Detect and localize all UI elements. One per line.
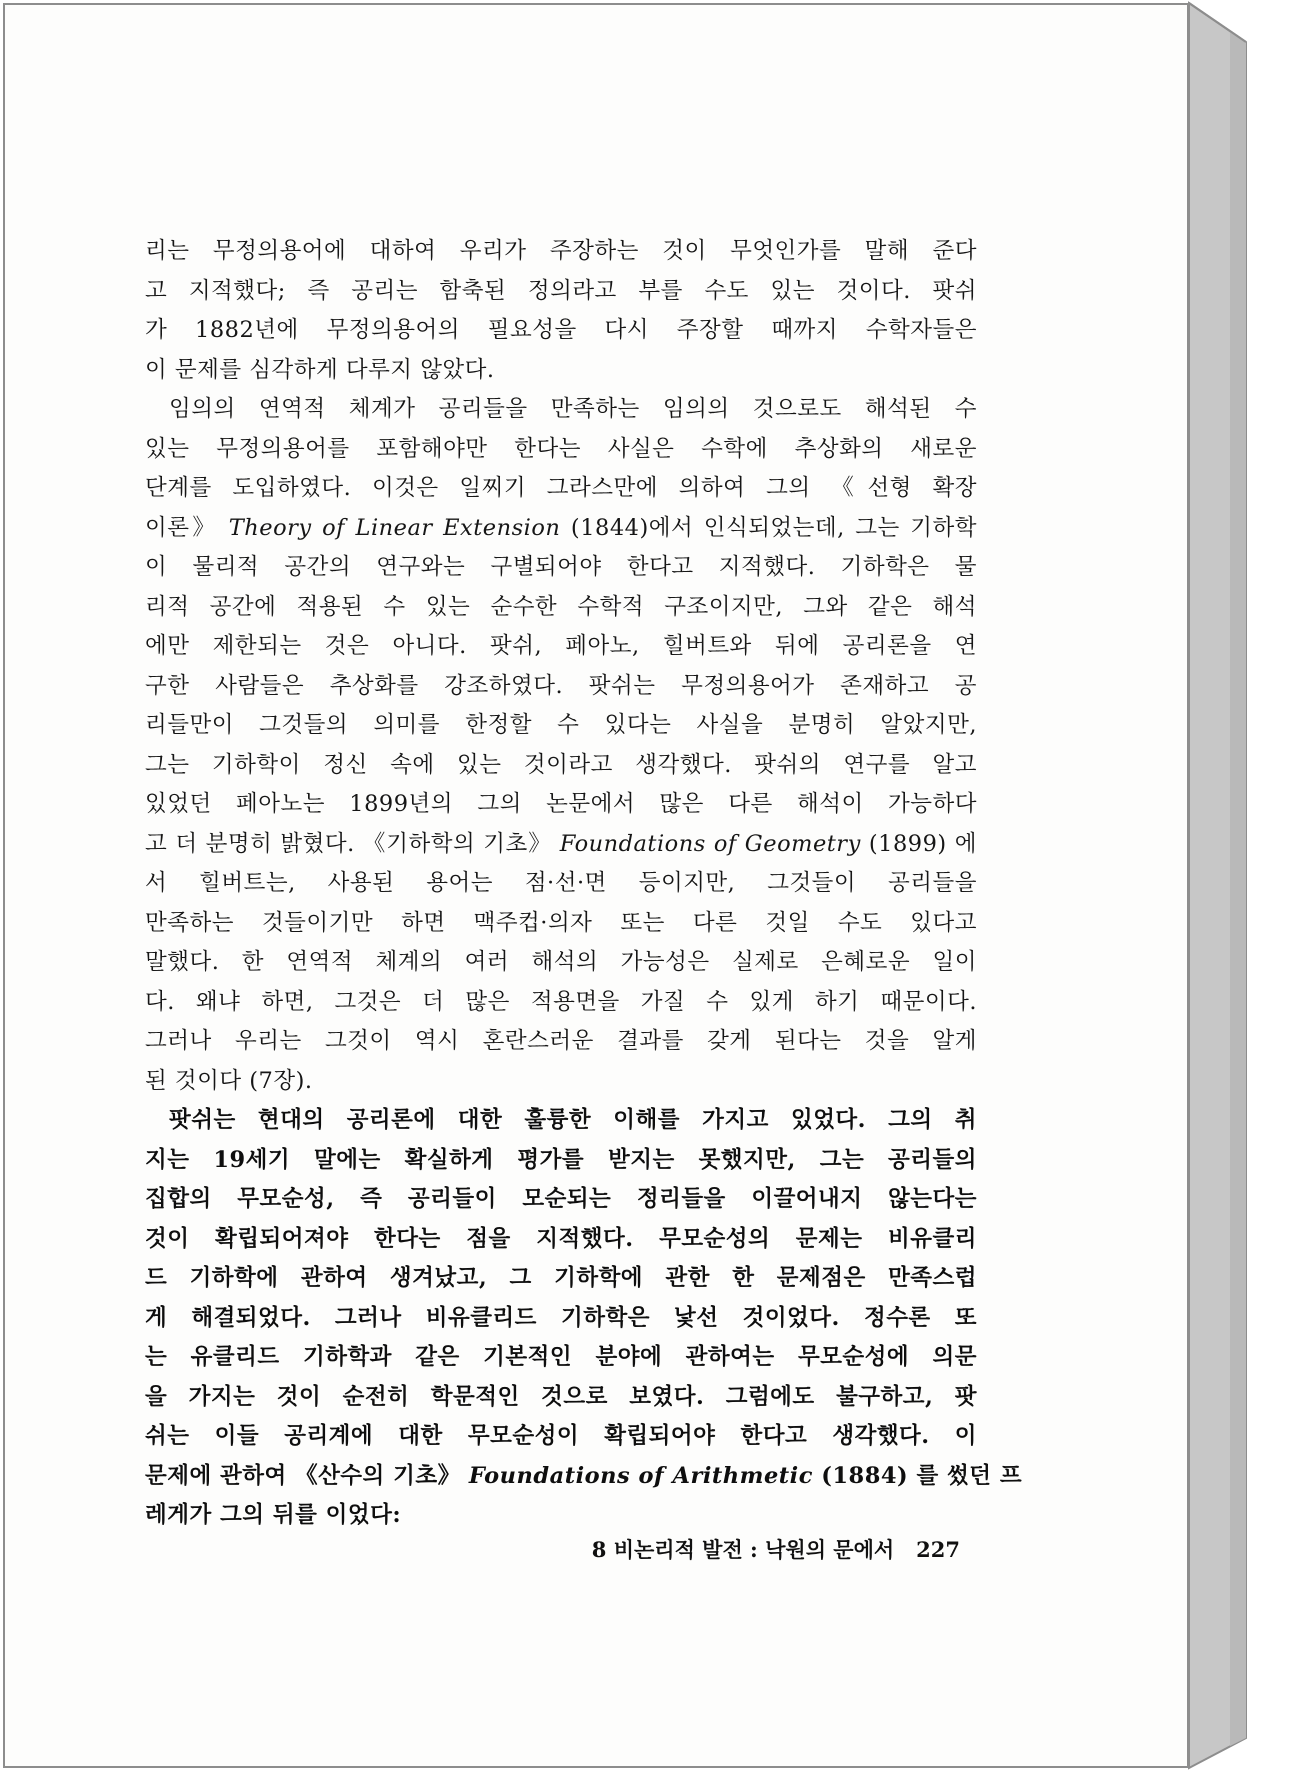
text-line: 이 문제를 심각하게 다루지 않았다. — [145, 356, 495, 383]
text-line: 문제에 관하여 《산수의 기초》 Foundations of Arithmetic (1884) 를 썼던 프 — [145, 1462, 1023, 1489]
body-text — [145, 232, 1023, 1536]
text-line: 이 물리적 공간의 연구와는 구별되어야 한다고 지적했다. 기하학은 물 — [145, 554, 977, 580]
book-title: Theory of Linear Extension — [228, 514, 561, 541]
text-line: 팟쉬는 현대의 공리론에 대한 훌륭한 이해를 가지고 있었다. 그의 취 — [169, 1107, 977, 1133]
text-line: 리적 공간에 적용된 수 있는 순수한 수학적 구조이지만, 그와 같은 해석 — [145, 593, 977, 620]
text-line: 구한 사람들은 추상화를 강조하였다. 팟쉬는 무정의용어가 존재하고 공 — [145, 672, 977, 699]
text-line: 고 더 분명히 밝혔다. 《기하학의 기초》 Foundations of Geometry (1899) 에 — [145, 830, 977, 857]
text-line: 지는 19세기 말에는 확실하게 평가를 받지는 못했지만, 그는 공리들의 — [145, 1146, 977, 1173]
running-head: 8 비논리적 발전 : 낙원의 문에서 — [591, 1537, 895, 1562]
text-line: 리는 무정의용어에 대하여 우리가 주장하는 것이 무엇인가를 말해 준다 — [145, 238, 977, 264]
text-line: 에만 제한되는 것은 아니다. 팟쉬, 페아노, 힐버트와 뒤에 공리론을 연 — [145, 633, 977, 659]
text-line: 고 지적했다; 즉 공리는 함축된 정의라고 부를 수도 있는 것이다. 팟쉬 — [145, 277, 977, 304]
book-title: Foundations of Arithmetic — [468, 1462, 813, 1489]
page-number: 227 — [916, 1537, 960, 1562]
text-line: 는 유클리드 기하학과 같은 기본적인 분야에 관하여는 무모순성에 의문 — [145, 1344, 977, 1370]
text-line: 이론》 Theory of Linear Extension (1844)에서 인식되었는데, 그는 기하학 — [145, 514, 978, 541]
text-line: 만족하는 것들이기만 하면 맥주컵·의자 또는 다른 것일 수도 있다고 — [145, 909, 977, 936]
text-line: 그러나 우리는 그것이 역시 혼란스러운 결과를 갖게 된다는 것을 알게 — [145, 1028, 977, 1054]
paragraph — [145, 1101, 1023, 1536]
text-line: 리들만이 그것들의 의미를 한정할 수 있다는 사실을 분명히 알았지만, — [145, 712, 977, 738]
text-line: 된 것이다 (7장). — [145, 1067, 313, 1094]
page-edge-line — [1189, 3, 1246, 42]
text-line: 서 힐버트는, 사용된 용어는 점·선·면 등이지만, 그것들이 공리들을 — [145, 870, 977, 896]
text-line: 임의의 연역적 체계가 공리들을 만족하는 임의의 것으로도 해석된 수 — [169, 396, 977, 422]
book-title: Foundations of Geometry — [559, 830, 861, 857]
text-line: 쉬는 이들 공리계에 대한 무모순성이 확립되어야 한다고 생각했다. 이 — [145, 1423, 977, 1449]
text-line: 다. 왜냐 하면, 그것은 더 많은 적용면을 가질 수 있게 하기 때문이다. — [145, 988, 977, 1015]
paragraph — [145, 232, 977, 390]
text-line: 드 기하학에 관하여 생겨났고, 그 기하학에 관한 한 문제점은 만족스럽 — [145, 1265, 977, 1291]
text-line: 게 해결되었다. 그러나 비유클리드 기하학은 낯선 것이었다. 정수론 또 — [145, 1304, 977, 1331]
text-line: 단계를 도입하였다. 이것은 일찌기 그라스만에 의하여 그의 《선형 확장 — [145, 475, 977, 501]
text-line: 집합의 무모순성, 즉 공리들이 모순되는 정리들을 이끌어내지 않는다는 — [145, 1186, 977, 1212]
text-line: 그는 기하학이 정신 속에 있는 것이라고 생각했다. 팟쉬의 연구를 알고 — [145, 751, 977, 778]
text-line: 을 가지는 것이 순전히 학문적인 것으로 보였다. 그럼에도 불구하고, 팟 — [145, 1383, 977, 1410]
text-line: 말했다. 한 연역적 체계의 여러 해석의 가능성은 실제로 은혜로운 일이 — [145, 949, 977, 975]
paragraph — [145, 390, 977, 1101]
page-edge-shade — [1230, 30, 1246, 1746]
text-line: 레게가 그의 뒤를 이었다: — [145, 1502, 402, 1528]
text-line: 있는 무정의용어를 포함해야만 한다는 사실은 수학에 추상화의 새로운 — [145, 435, 977, 462]
page-footer — [560, 1532, 960, 1568]
text-line: 가 1882년에 무정의용어의 필요성을 다시 주장할 때까지 수학자들은 — [145, 317, 977, 343]
page-edge-side — [1189, 3, 1246, 1768]
text-line: 것이 확립되어져야 한다는 점을 지적했다. 무모순성의 문제는 비유클리 — [145, 1225, 977, 1252]
text-line: 있었던 페아노는 1899년의 그의 논문에서 많은 다른 해석이 가능하다 — [145, 791, 977, 817]
